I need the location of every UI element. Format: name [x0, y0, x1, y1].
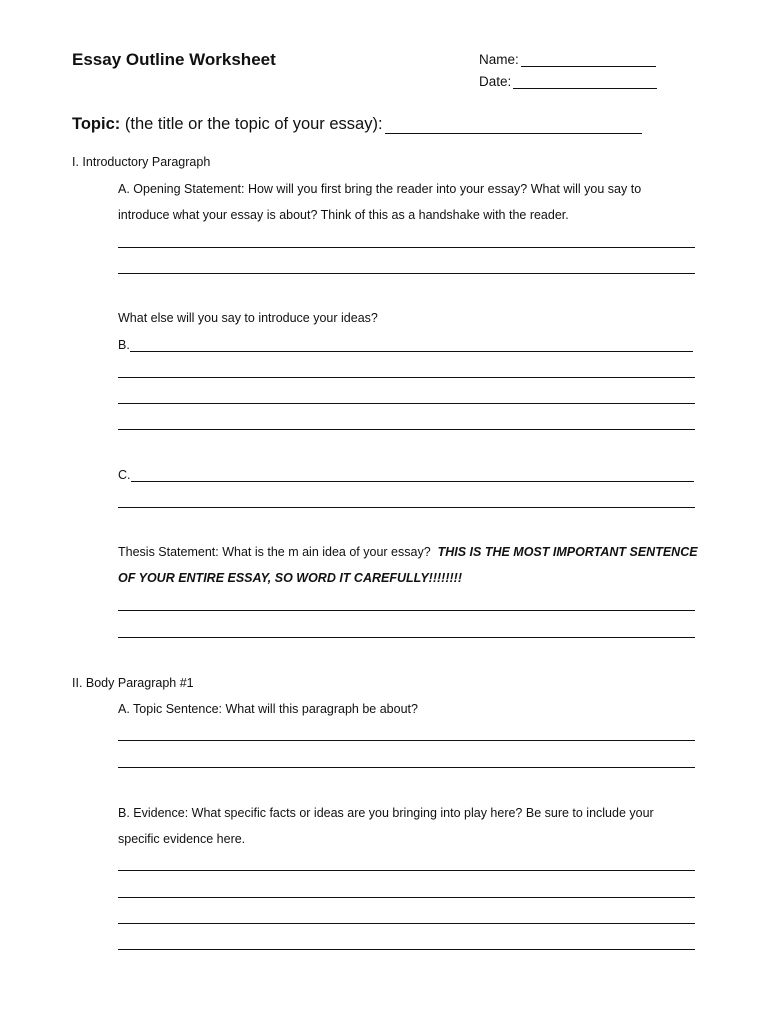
thesis-emphasis-line1: THIS IS THE MOST IMPORTANT SENTENCE	[437, 545, 698, 559]
item-c-row	[118, 468, 694, 482]
thesis-label: Thesis Statement: What is the m ain idea of your essay?	[118, 545, 438, 559]
opening-statement-prompt	[118, 176, 698, 228]
item-c-blank[interactable]	[131, 470, 694, 482]
evidence-prompt	[118, 800, 698, 852]
answer-line[interactable]	[118, 740, 695, 741]
item-b-label: B.	[118, 338, 130, 352]
answer-line[interactable]	[118, 273, 695, 274]
topic-prompt: (the title or the topic of your essay):	[120, 115, 383, 133]
answer-line[interactable]	[118, 923, 695, 924]
item-b-row	[118, 338, 693, 352]
date-field-row	[479, 74, 657, 89]
answer-line[interactable]	[118, 247, 695, 248]
thesis-statement-prompt	[118, 539, 698, 591]
date-label: Date:	[479, 74, 512, 89]
answer-line[interactable]	[118, 870, 695, 871]
date-blank[interactable]	[513, 75, 657, 89]
what-else-prompt: What else will you say to introduce your ideas?	[118, 311, 378, 325]
page-title: Essay Outline Worksheet	[72, 50, 276, 69]
topic-blank[interactable]	[385, 118, 642, 134]
item-b-blank[interactable]	[130, 340, 693, 352]
topic-label: Topic:	[72, 115, 121, 133]
answer-line[interactable]	[118, 610, 695, 611]
answer-line[interactable]	[118, 507, 695, 508]
item-c-label: C.	[118, 468, 131, 482]
opening-statement-line2: introduce what your essay is about? Think of this as a handshake with the reader.	[118, 208, 569, 222]
section-heading-intro: I. Introductory Paragraph	[72, 155, 211, 169]
answer-line[interactable]	[118, 949, 695, 950]
answer-line[interactable]	[118, 403, 695, 404]
opening-statement-line1: A. Opening Statement: How will you first bring the reader into your essay? What will you say to	[118, 182, 642, 196]
evidence-line2: specific evidence here.	[118, 832, 246, 846]
name-field-row	[479, 52, 656, 67]
name-blank[interactable]	[521, 53, 656, 67]
answer-line[interactable]	[118, 637, 695, 638]
section-heading-body1: II. Body Paragraph #1	[72, 676, 194, 690]
answer-line[interactable]	[118, 897, 695, 898]
evidence-line1: B. Evidence: What specific facts or ideas are you bringing into play here? Be sure to include your	[118, 806, 654, 820]
answer-line[interactable]	[118, 429, 695, 430]
topic-sentence-prompt: A. Topic Sentence: What will this paragraph be about?	[118, 702, 418, 716]
answer-line[interactable]	[118, 377, 695, 378]
thesis-emphasis-line2: OF YOUR ENTIRE ESSAY, SO WORD IT CAREFULLY!!!!!!!!	[118, 571, 462, 585]
answer-line[interactable]	[118, 767, 695, 768]
topic-row	[72, 115, 642, 134]
name-label: Name:	[479, 52, 519, 67]
